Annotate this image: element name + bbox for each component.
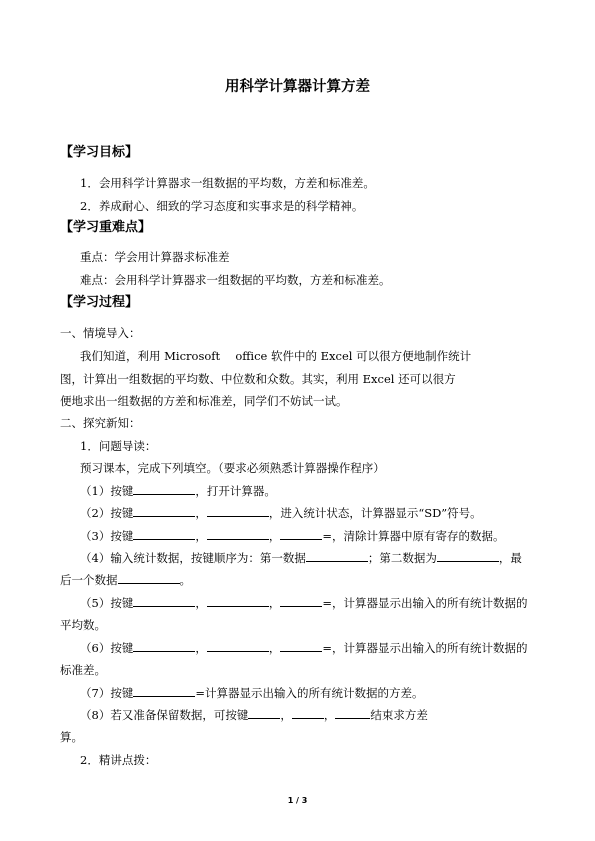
step-8-cont: 算。 [60,730,83,744]
page-number: 1 / 3 [287,796,308,805]
intro-line-2: 图，计算出一组数据的平均数、中位数和众数。其实，利用 Excel 还可以很方 [60,372,456,386]
step-6: （6）按键 ， ， =，计算器显示出输入的所有统计数据的 [80,641,528,655]
fill-blank [133,505,195,517]
step-5-cont: 平均数。 [60,618,106,632]
step-1: （1）按键 ，打开计算器。 [80,484,276,498]
fill-blank [133,483,195,495]
process-heading: 【学习过程】 [60,295,139,310]
section-intro-title: 一、情境导入： [60,326,141,340]
key-difficulty: 难点：会用科学计算器求一组数据的平均数，方差和标准差。 [80,273,391,287]
fill-blank [280,595,322,607]
step-4: （4）输入统计数据，按键顺序为：第一数据 ；第二数据为 ，最 [80,551,522,565]
fill-blank [207,595,269,607]
fill-blank [118,572,180,584]
step-2: （2）按键 ， ，进入统计状态，计算器显示“SD”符号。 [80,506,482,520]
fill-blank [280,528,322,540]
sub-question-explain: 2．精讲点拨： [80,753,157,767]
key-focus: 重点：学会用计算器求标准差 [80,250,230,264]
fill-blank [133,528,195,540]
fill-blank [437,550,499,562]
goal-item-2: 2．养成耐心、细致的学习态度和实事求是的科学精神。 [80,199,364,213]
step-3: （3）按键 ， ， =，清除计算器中原有寄存的数据。 [80,529,505,543]
fill-blank [248,707,280,719]
step-8: （8）若又准备保留数据，可按键 ， ， 结束求方差 [80,708,428,722]
intro-line-1: 我们知道，利用 Microsoft office 软件中的 Excel 可以很方便地制作统计 [80,349,472,363]
fill-blank [207,640,269,652]
document-title: 用科学计算器计算方差 [225,78,370,95]
fill-blank [133,640,195,652]
section-explore-title: 二、探究新知： [60,416,141,430]
fill-blank [133,685,195,697]
goal-item-1: 1．会用科学计算器求一组数据的平均数，方差和标准差。 [80,176,375,190]
goals-heading: 【学习目标】 [60,145,139,160]
guide-instruction: 预习课本，完成下列填空。（要求必须熟悉计算器操作程序） [80,461,385,475]
fill-blank [207,528,269,540]
step-7: （7）按键 =计算器显示出输入的所有统计数据的方差。 [80,686,424,700]
intro-line-3: 便地求出一组数据的方差和标准差，同学们不妨试一试。 [60,394,348,408]
sub-question-guide: 1．问题导读： [80,439,157,453]
step-4-cont: 后一个数据 。 [60,573,191,587]
fill-blank [306,550,368,562]
fill-blank [280,640,322,652]
fill-blank [207,505,269,517]
fill-blank [133,595,195,607]
fill-blank [335,707,370,719]
step-5: （5）按键 ， ， =，计算器显示出输入的所有统计数据的 [80,596,528,610]
fill-blank [292,707,324,719]
step-6-cont: 标准差。 [60,663,106,677]
key-points-heading: 【学习重难点】 [60,220,152,235]
